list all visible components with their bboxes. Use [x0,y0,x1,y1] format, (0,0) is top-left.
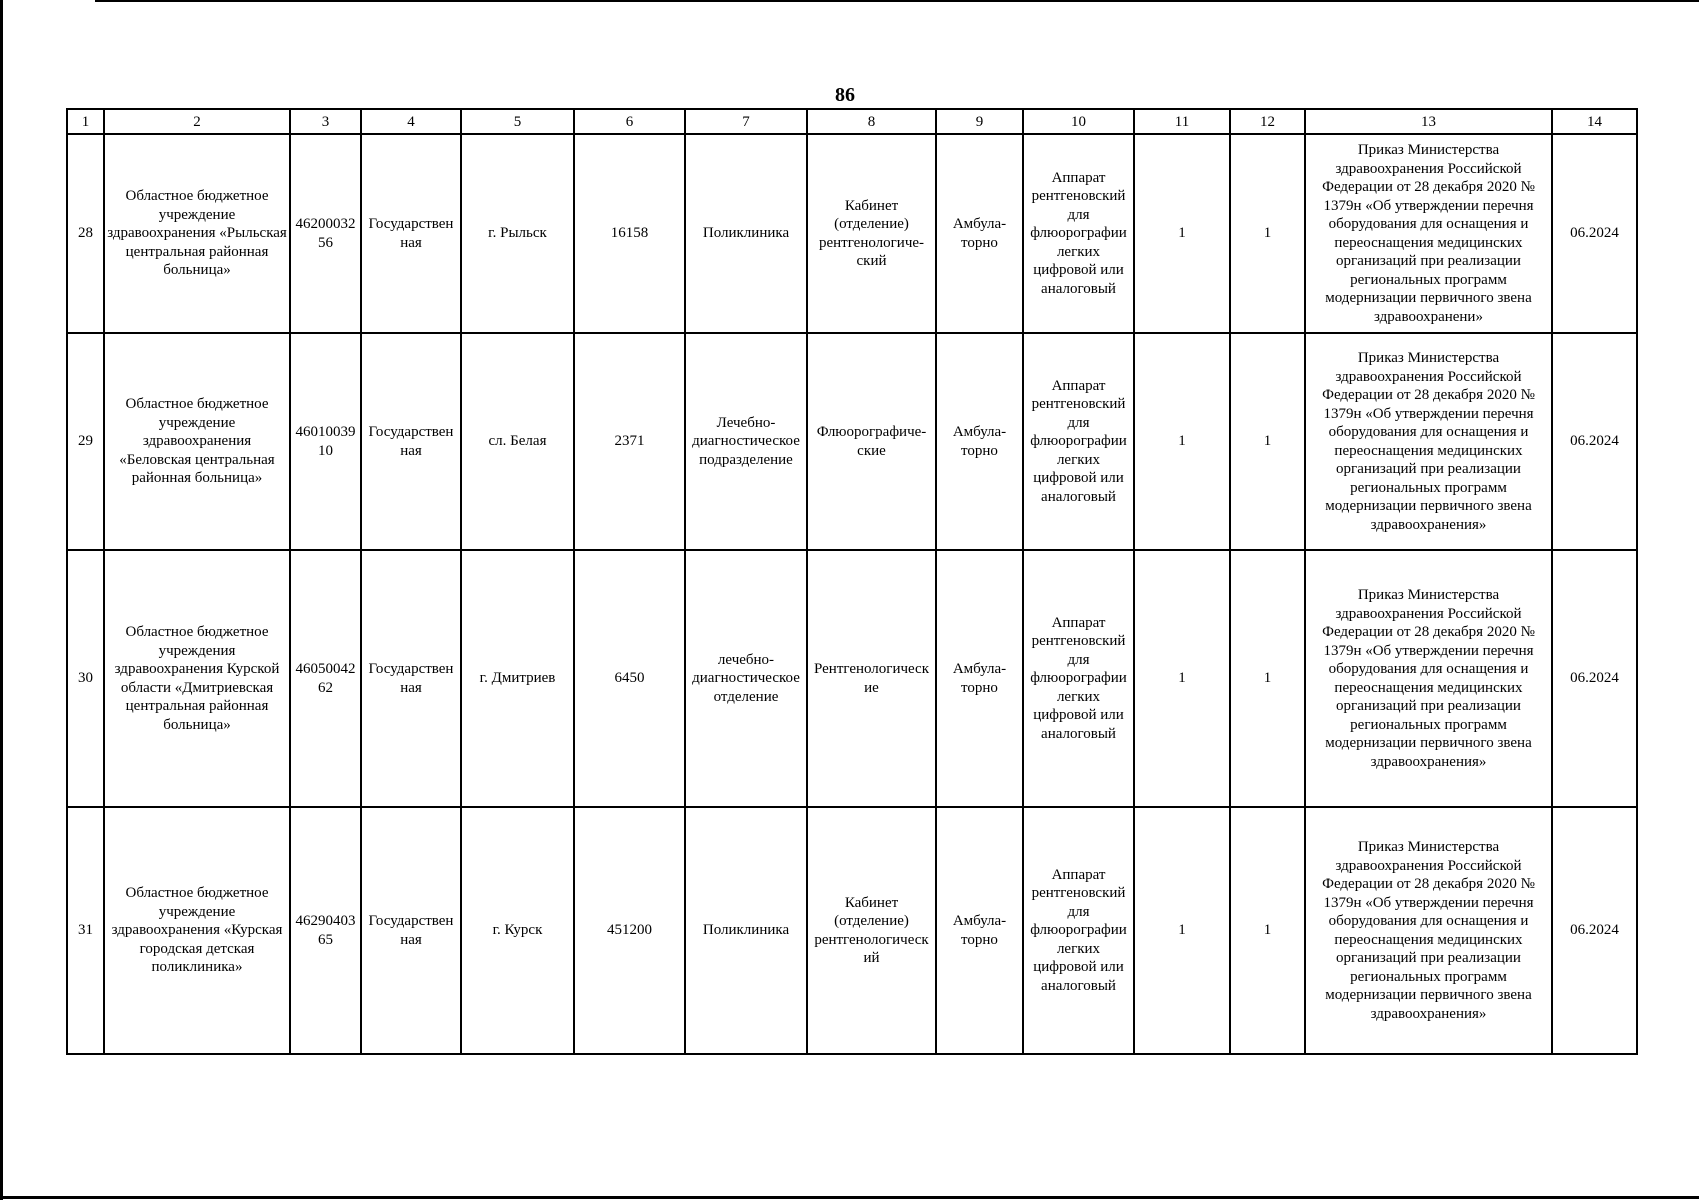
care-type-cell: Амбула- торно [936,807,1023,1054]
legal-basis-cell: Приказ Министерства здравоохранения Российской Федерации от 28 декабря 2020 № 1379н «Об утверждении перечня оборудования для оснащения и переоснащения медицинских организаций при реализации региональных программ модернизации первичного звена здравоохранени» [1305,134,1552,333]
subdivision-cell: Лечебно- диагностическое подразделение [685,333,807,550]
code-cell: 46200032 56 [290,134,361,333]
organization-cell: Областное бюджетное учреждение здравоохранения «Беловская центральная районная больница» [104,333,290,550]
organization-cell: Областное бюджетное учреждение здравоохранения «Курская городская детская поликлиника» [104,807,290,1054]
code-cell: 46290403 65 [290,807,361,1054]
quantity-cell: 1 [1230,807,1305,1054]
ownership-cell: Государствен ная [361,807,461,1054]
quantity-cell: 1 [1230,333,1305,550]
code-cell: 46010039 10 [290,333,361,550]
quantity-cell: 1 [1134,807,1230,1054]
header-col-4: 4 [361,109,461,134]
care-type-cell: Амбула- торно [936,333,1023,550]
subdivision-cell: Поликлиника [685,807,807,1054]
legal-basis-cell: Приказ Министерства здравоохранения Российской Федерации от 28 декабря 2020 № 1379н «Об утверждении перечня оборудования для оснащения и переоснащения медицинских организаций при реализации региональных программ модернизации первичного звена здравоохранения» [1305,550,1552,807]
care-type-cell: Амбула- торно [936,134,1023,333]
organization-cell: Областное бюджетное учреждение здравоохранения «Рыльская центральная районная больница» [104,134,290,333]
subdivision-cell: Поликлиника [685,134,807,333]
quantity-cell: 1 [1134,550,1230,807]
quantity-cell: 1 [1134,134,1230,333]
quantity-cell: 1 [1134,333,1230,550]
page-number: 86 [835,84,855,106]
row-number-cell: 28 [67,134,104,333]
header-col-6: 6 [574,109,685,134]
population-cell: 6450 [574,550,685,807]
ownership-cell: Государствен ная [361,550,461,807]
table-row [67,134,1637,333]
locality-cell: сл. Белая [461,333,574,550]
page-border-top [95,0,1699,2]
care-type-cell: Амбула- торно [936,550,1023,807]
date-cell: 06.2024 [1552,807,1637,1054]
unit-cell: Кабинет (отделение) рентгенологиче- ский [807,134,936,333]
page-border-left [0,0,3,1200]
unit-cell: Флюорографиче- ские [807,333,936,550]
population-cell: 16158 [574,134,685,333]
header-col-11: 11 [1134,109,1230,134]
table-row [67,550,1637,807]
ownership-cell: Государствен ная [361,134,461,333]
legal-basis-cell: Приказ Министерства здравоохранения Российской Федерации от 28 декабря 2020 № 1379н «Об утверждении перечня оборудования для оснащения и переоснащения медицинских организаций при реализации региональных программ модернизации первичного звена здравоохранения» [1305,807,1552,1054]
subdivision-cell: лечебно- диагностическое отделение [685,550,807,807]
header-col-1: 1 [67,109,104,134]
row-number-cell: 29 [67,333,104,550]
unit-cell: Рентгенологическ ие [807,550,936,807]
header-col-8: 8 [807,109,936,134]
header-col-13: 13 [1305,109,1552,134]
population-cell: 451200 [574,807,685,1054]
header-col-7: 7 [685,109,807,134]
header-col-9: 9 [936,109,1023,134]
locality-cell: г. Рыльск [461,134,574,333]
header-col-10: 10 [1023,109,1134,134]
date-cell: 06.2024 [1552,333,1637,550]
date-cell: 06.2024 [1552,134,1637,333]
organization-cell: Областное бюджетное учреждения здравоохранения Курской области «Дмитриевская центральная районная больница» [104,550,290,807]
locality-cell: г. Дмитриев [461,550,574,807]
equipment-registry-table [66,108,1638,1055]
population-cell: 2371 [574,333,685,550]
table-row [67,807,1637,1054]
header-col-14: 14 [1552,109,1637,134]
header-col-2: 2 [104,109,290,134]
equipment-cell: Аппарат рентгеновский для флюорографии легких цифровой или аналоговый [1023,333,1134,550]
ownership-cell: Государствен ная [361,333,461,550]
legal-basis-cell: Приказ Министерства здравоохранения Российской Федерации от 28 декабря 2020 № 1379н «Об утверждении перечня оборудования для оснащения и переоснащения медицинских организаций при реализации региональных программ модернизации первичного звена здравоохранения» [1305,333,1552,550]
table-row [67,333,1637,550]
unit-cell: Кабинет (отделение) рентгенологическ ий [807,807,936,1054]
equipment-cell: Аппарат рентгеновский для флюорографии легких цифровой или аналоговый [1023,134,1134,333]
header-col-5: 5 [461,109,574,134]
equipment-cell: Аппарат рентгеновский для флюорографии легких цифровой или аналоговый [1023,550,1134,807]
row-number-cell: 31 [67,807,104,1054]
code-cell: 46050042 62 [290,550,361,807]
date-cell: 06.2024 [1552,550,1637,807]
locality-cell: г. Курск [461,807,574,1054]
row-number-cell: 30 [67,550,104,807]
quantity-cell: 1 [1230,550,1305,807]
header-row [67,109,1637,134]
quantity-cell: 1 [1230,134,1305,333]
equipment-cell: Аппарат рентгеновский для флюорографии легких цифровой или аналоговый [1023,807,1134,1054]
header-col-12: 12 [1230,109,1305,134]
page-border-bottom [0,1196,1699,1199]
header-col-3: 3 [290,109,361,134]
